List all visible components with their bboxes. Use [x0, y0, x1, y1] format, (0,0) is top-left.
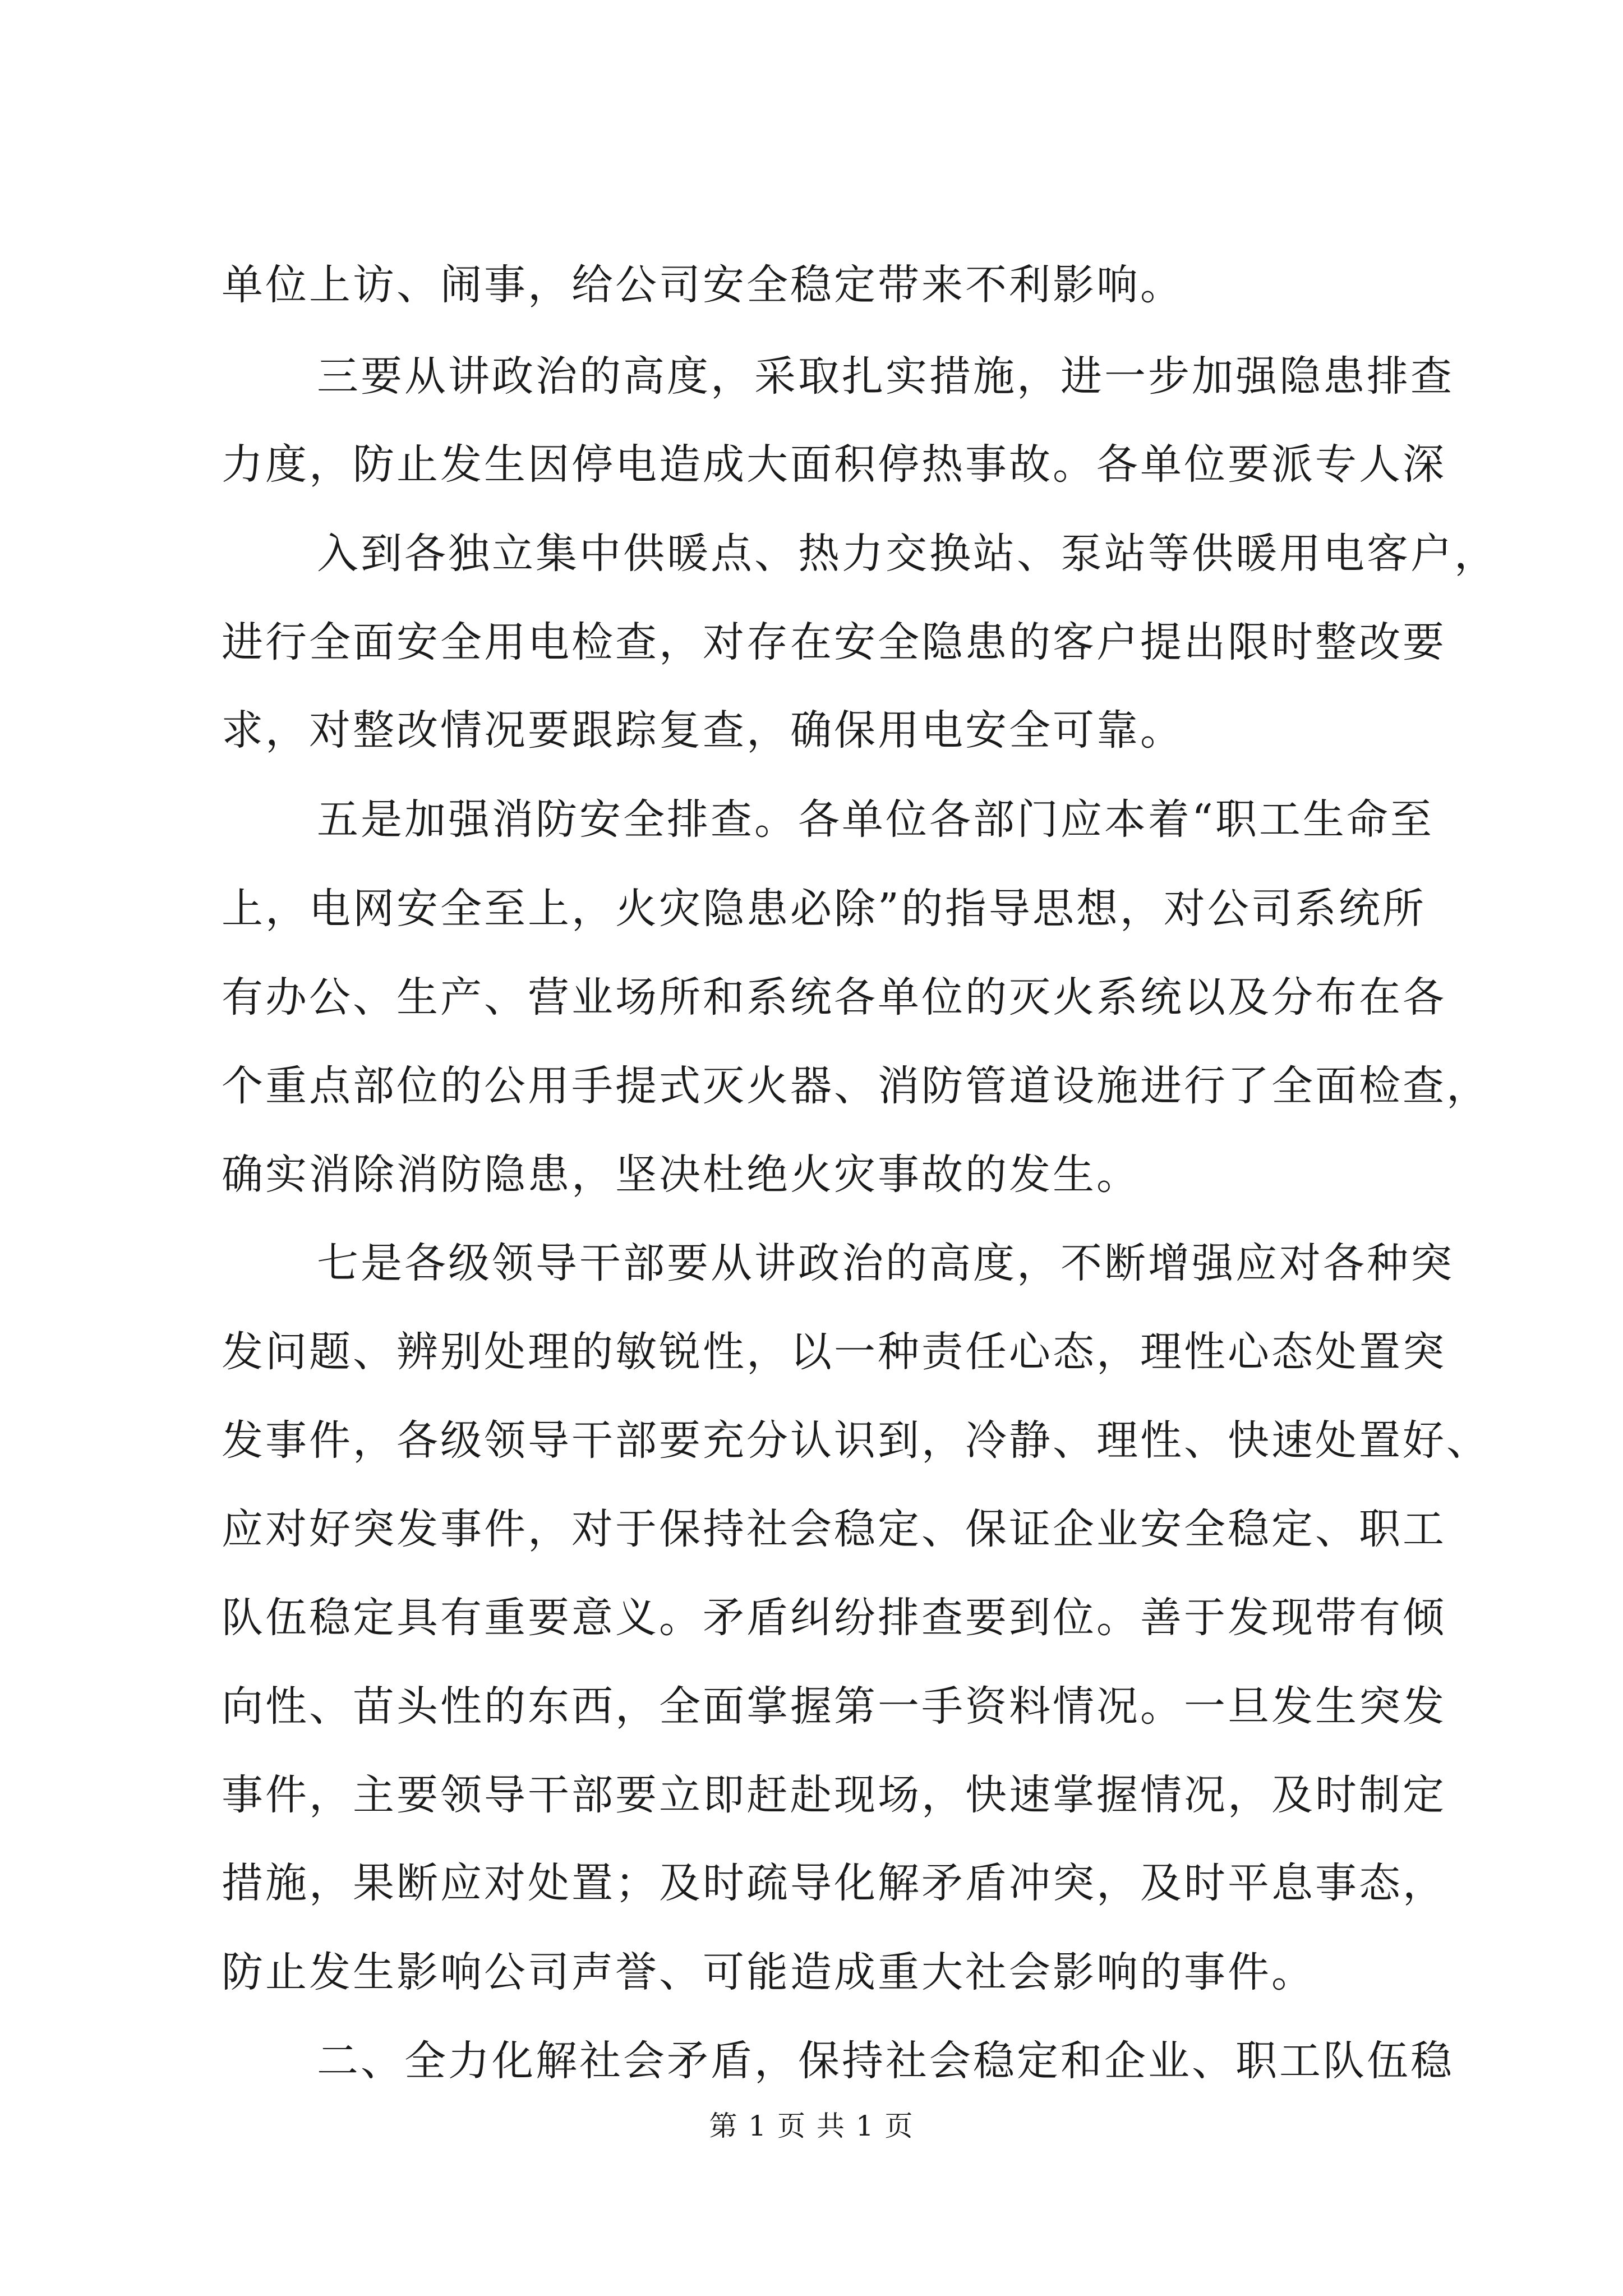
- text-line: 二、全力化解社会矛盾，保持社会稳定和企业、职工队伍稳: [317, 2037, 1454, 2085]
- text-line: 有办公、生产、营业场所和系统各单位的灭火系统以及分布在各: [222, 973, 1446, 1022]
- text-line: 力度，防止发生因停电造成大面积停热事故。各单位要派专人深: [222, 440, 1446, 489]
- text-line: 队伍稳定具有重要意义。矛盾纠纷排查要到位。善于发现带有倾: [222, 1594, 1446, 1642]
- text-line: 发事件，各级领导干部要充分认识到，冷静、理性、快速处置好、: [222, 1416, 1490, 1465]
- text-line: 求，对整改情况要跟踪复查，确保用电安全可靠。: [222, 706, 1184, 754]
- text-line: 上，电网安全至上，火灾隐患必除”的指导思想，对公司系统所: [222, 885, 1426, 933]
- text-line: 三要从讲政治的高度，采取扎实措施，进一步加强隐患排查: [317, 352, 1454, 401]
- text-line: 确实消除消防隐患，坚决杜绝火灾事故的发生。: [222, 1151, 1140, 1199]
- text-line: 事件，主要领导干部要立即赶赴现场，快速掌握情况，及时制定: [222, 1771, 1446, 1819]
- text-line: 措施，果断应对处置；及时疏导化解矛盾冲突，及时平息事态，: [222, 1859, 1446, 1907]
- text-line: 防止发生影响公司声誉、可能造成重大社会影响的事件。: [222, 1948, 1315, 1996]
- text-line: 应对好突发事件，对于保持社会稳定、保证企业安全稳定、职工: [222, 1505, 1446, 1553]
- text-line: 发问题、辨别处理的敏锐性，以一种责任心态，理性心态处置突: [222, 1328, 1446, 1376]
- text-line: 入到各独立集中供暖点、热力交换站、泵站等供暖用电客户，: [317, 530, 1498, 578]
- text-line: 七是各级领导干部要从讲政治的高度，不断增强应对各种突: [317, 1239, 1454, 1287]
- text-line: 单位上访、闹事，给公司安全稳定带来不利影响。: [222, 261, 1184, 309]
- text-line: 个重点部位的公用手提式灭火器、消防管道设施进行了全面检查，: [222, 1062, 1490, 1110]
- text-line: 向性、苗头性的东西，全面掌握第一手资料情况。一旦发生突发: [222, 1682, 1446, 1731]
- page-footer: 第 1 页 共 1 页: [709, 2110, 914, 2142]
- text-line: 进行全面安全用电检查，对存在安全隐患的客户提出限时整改要: [222, 618, 1446, 666]
- text-line: 五是加强消防安全排查。各单位各部门应本着“职工生命至: [317, 795, 1434, 844]
